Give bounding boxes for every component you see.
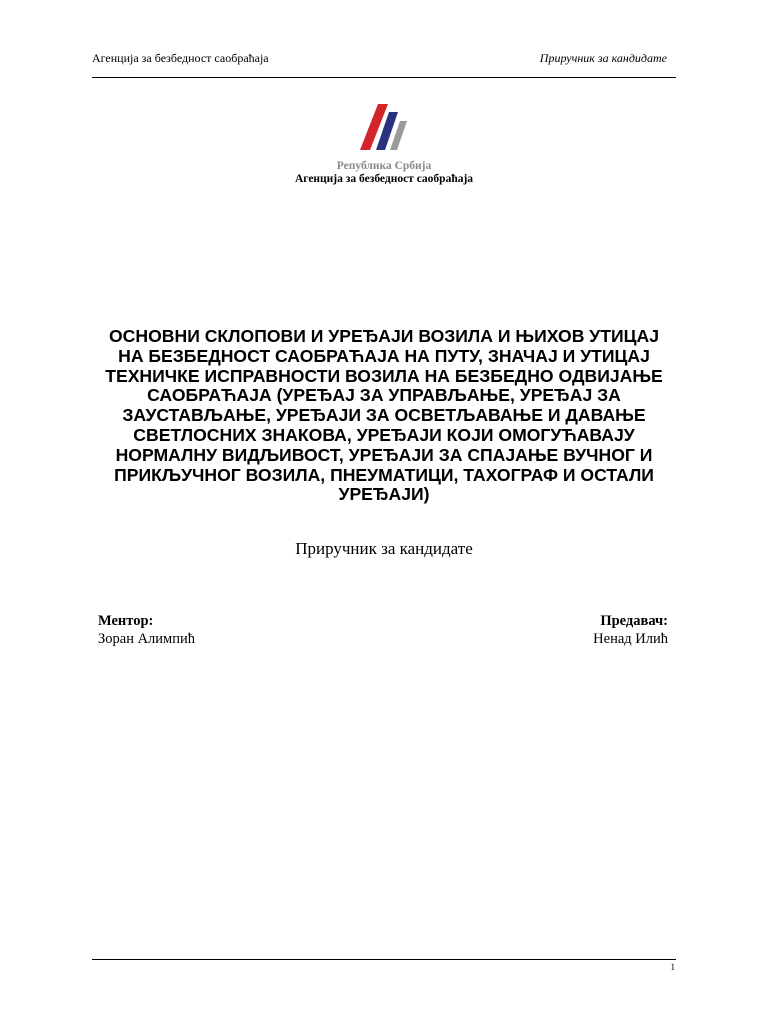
- title-line: НА БЕЗБЕДНОСТ САОБРАЋАЈА НА ПУТУ, ЗНАЧАЈ И УТИЦАЈ: [118, 345, 650, 366]
- document-subtitle: Приручник за кандидате: [295, 539, 473, 558]
- title-line: ТЕХНИЧКЕ ИСПРАВНОСТИ ВОЗИЛА НА БЕЗБЕДНО ОДВИЈАЊЕ: [105, 365, 663, 386]
- document-title: [92, 327, 676, 505]
- title-line: САОБРАЋАЈА (УРЕЂАЈ ЗА УПРАВЉАЊЕ, УРЕЂАЈ ЗА: [147, 385, 621, 406]
- logo-caption: Република Србија: [336, 160, 432, 172]
- title-line: НОРМАЛНУ ВИДЉИВОСТ, УРЕЂАЈИ ЗА СПАЈАЊЕ ВУЧНОГ И: [115, 444, 653, 465]
- lecturer-name: Ненад Илић: [593, 631, 668, 647]
- mentor-label: Ментор:: [98, 613, 154, 629]
- page-number: 1: [670, 962, 675, 972]
- footer-divider: [92, 959, 676, 960]
- title-line: ПРИКЉУЧНОГ ВОЗИЛА, ПНЕУМАТИЦИ, ТАХОГРАФ И ОСТАЛИ: [114, 464, 654, 485]
- title-line: СВЕТЛОСНИХ ЗНАКОВА, УРЕЂАЈИ КОЈИ ОМОГУЋАВАЈУ: [133, 424, 635, 445]
- title-line: УРЕЂАЈИ): [338, 484, 430, 505]
- title-line: ОСНОВНИ СКЛОПОВИ И УРЕЂАЈИ ВОЗИЛА И ЊИХОВ УТИЦАЈ: [109, 326, 659, 346]
- logo-agency-name: Агенција за безбедност саобраћаја: [294, 173, 474, 185]
- lecturer-label: Предавач:: [600, 613, 668, 629]
- header-agency-name: Агенција за безбедност саобраћаја: [92, 51, 269, 65]
- serbia-government-logo: [352, 102, 416, 154]
- mentor-name: Зоран Алимпић: [98, 631, 195, 647]
- header-document-type: Приручник за кандидате: [539, 51, 667, 65]
- header-divider: [92, 77, 676, 78]
- title-line: ЗАУСТАВЉАЊЕ, УРЕЂАЈИ ЗА ОСВЕТЉАВАЊЕ И ДАВАЊЕ: [122, 405, 646, 426]
